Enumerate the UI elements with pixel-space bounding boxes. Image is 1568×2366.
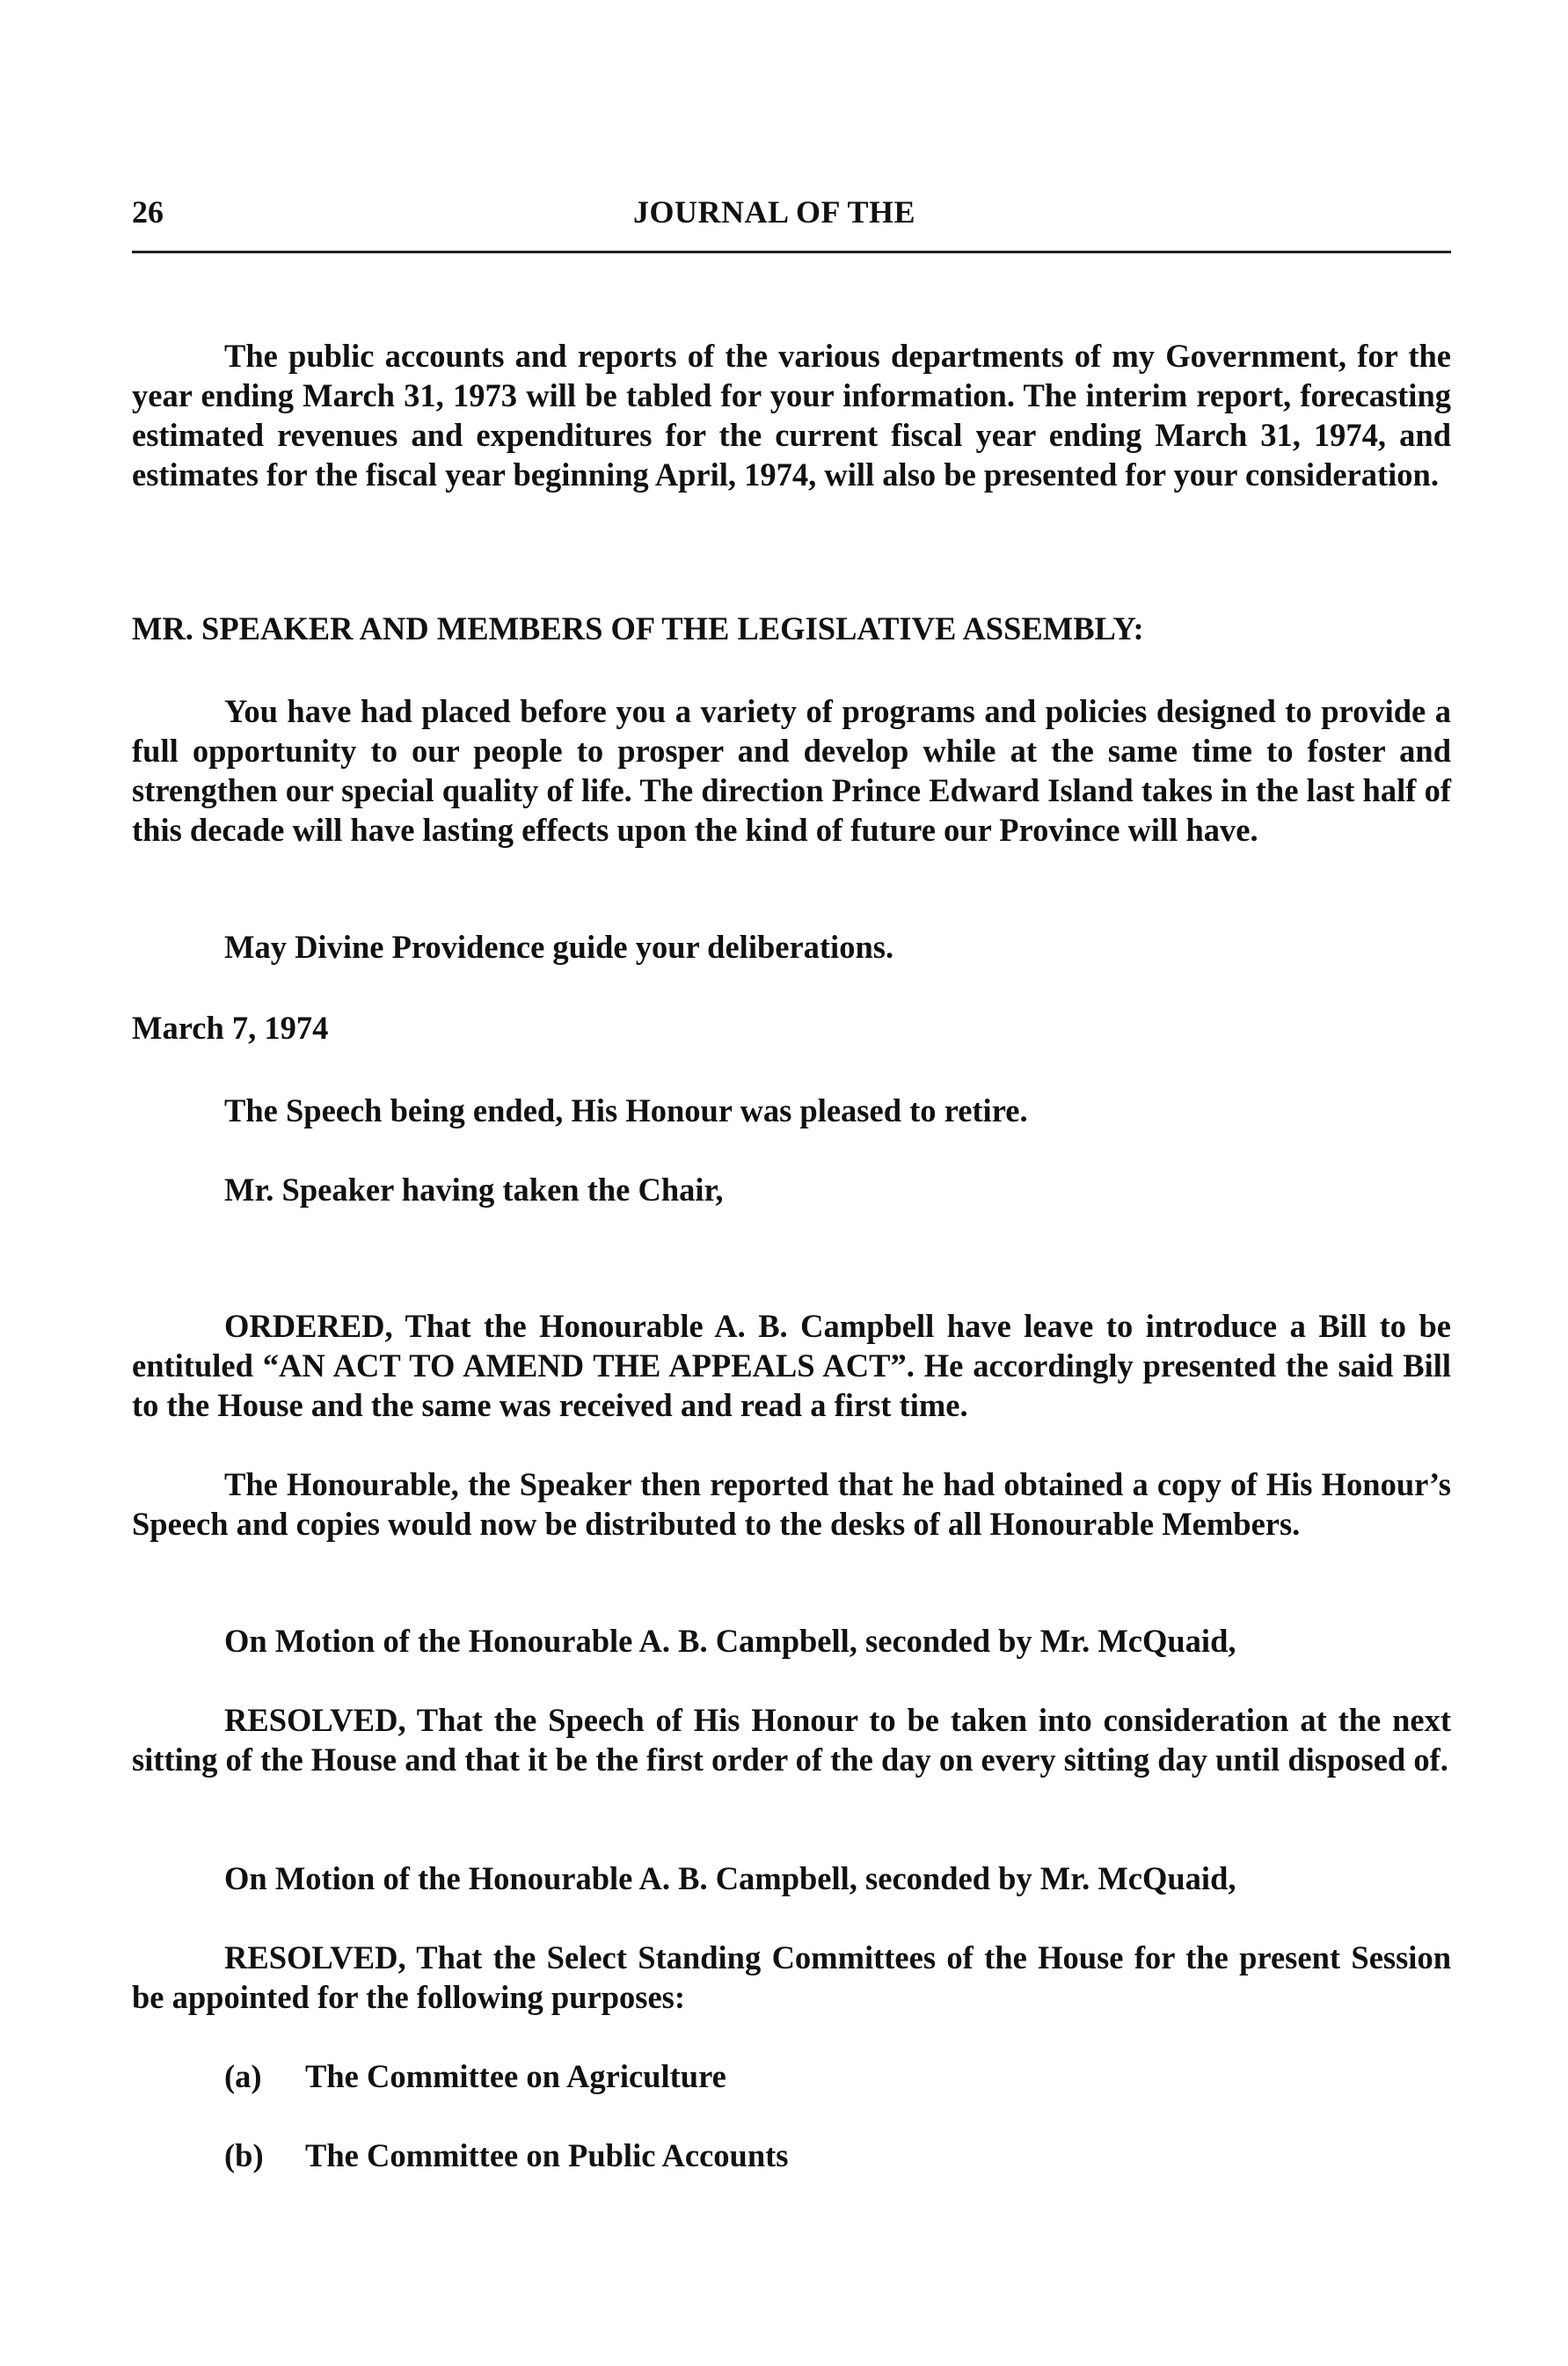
page-number: 26 <box>132 194 164 230</box>
paragraph-ordered: ORDERED, That the Honourable A. B. Campbell have leave to introduce a Bill to be entituled “AN ACT TO AMEND THE APPEALS ACT”. He accordingly presented the said Bill to the House and the same was received and read a first time. <box>132 1308 1451 1423</box>
committee-name: The Committee on Agriculture <box>305 2058 726 2094</box>
running-title: JOURNAL OF THE <box>633 194 916 230</box>
paragraph-providence: May Divine Providence guide your deliberations. <box>224 929 894 965</box>
committee-name: The Committee on Public Accounts <box>305 2137 789 2173</box>
list-marker: (b) <box>224 2137 264 2173</box>
header-rule <box>132 251 1451 253</box>
list-item <box>224 2056 726 2096</box>
address-heading: MR. SPEAKER AND MEMBERS OF THE LEGISLATIVE ASSEMBLY: <box>132 610 1144 646</box>
paragraph-resolved-1: RESOLVED, That the Speech of His Honour to be taken into consideration at the next sitting of the House and that it be the first order of the day on every sitting day until disposed of. <box>132 1702 1451 1778</box>
paragraph-motion-1: On Motion of the Honourable A. B. Campbell, seconded by Mr. McQuaid, <box>224 1623 1236 1659</box>
paragraph-resolved-2: RESOLVED, That the Select Standing Committees of the House for the present Session be appointed for the following purposes: <box>132 1939 1451 2015</box>
list-item <box>224 2136 789 2175</box>
paragraph-motion-2: On Motion of the Honourable A. B. Campbell, seconded by Mr. McQuaid, <box>224 1860 1236 1896</box>
paragraph-public-accounts: The public accounts and reports of the various departments of my Government, for the year ending March 31, 1973 will be tabled for your information. The interim report, forecasting estimated revenues and expenditures for the current fiscal year ending March 31, 1974, and estimates for the fiscal year beginning April, 1974, will also be presented for your consideration. <box>132 338 1451 493</box>
page-header <box>132 192 1451 245</box>
list-marker: (a) <box>224 2058 262 2094</box>
speech-date: March 7, 1974 <box>132 1010 329 1046</box>
paragraph-speaker-chair: Mr. Speaker having taken the Chair, <box>224 1172 724 1208</box>
paragraph-speaker-reported: The Honourable, the Speaker then reported that he had obtained a copy of His Honour’s Speech and copies would now be distributed to the desks of all Honourable Members. <box>132 1466 1451 1542</box>
paragraph-programs: You have had placed before you a variety of programs and policies designed to provide a full opportunity to our people to prosper and develop while at the same time to foster and strengthen our special quality of life. The direction Prince Edward Island takes in the last half of this decade will have lasting effects upon the kind of future our Province will have. <box>132 693 1451 848</box>
paragraph-speech-ended: The Speech being ended, His Honour was pleased to retire. <box>224 1092 1028 1128</box>
